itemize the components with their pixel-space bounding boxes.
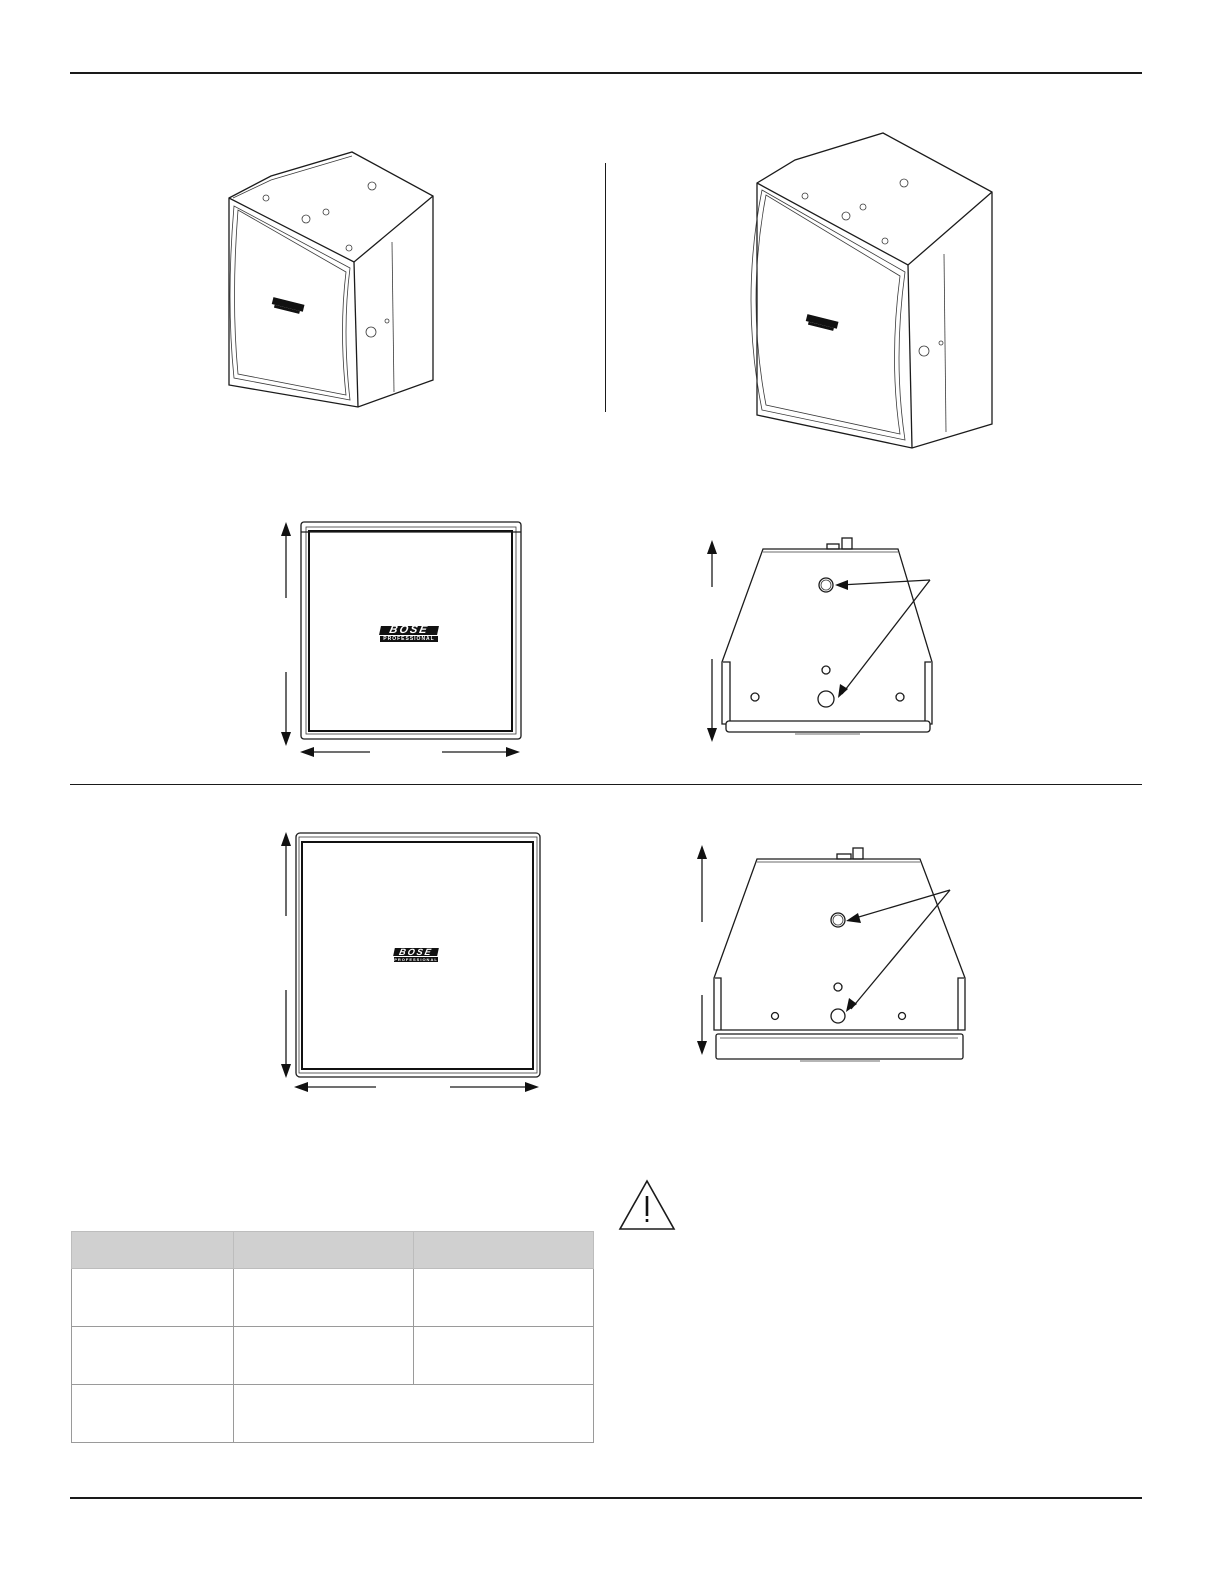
table-cell (414, 1327, 594, 1385)
table-row (72, 1385, 594, 1443)
table-header-cell (234, 1232, 414, 1269)
table-cell (414, 1269, 594, 1327)
table-header-cell (72, 1232, 234, 1269)
table-cell (72, 1269, 234, 1327)
table-cell-merged (234, 1385, 594, 1443)
table-header-cell (414, 1232, 594, 1269)
table-header-row (72, 1232, 594, 1269)
table-row (72, 1327, 594, 1385)
logo-brand: BOSE (379, 626, 439, 635)
table-cell (234, 1327, 414, 1385)
table-cell (72, 1385, 234, 1443)
logo-subtitle: PROFESSIONAL (380, 636, 438, 642)
warning-triangle-icon (617, 1178, 677, 1234)
table-cell (72, 1327, 234, 1385)
table-cell (234, 1269, 414, 1327)
table-row (72, 1269, 594, 1327)
logo-subtitle-large: PROFESSIONAL (394, 957, 438, 962)
logo-brand-large: BOSE (393, 948, 439, 956)
spec-table (71, 1231, 594, 1443)
